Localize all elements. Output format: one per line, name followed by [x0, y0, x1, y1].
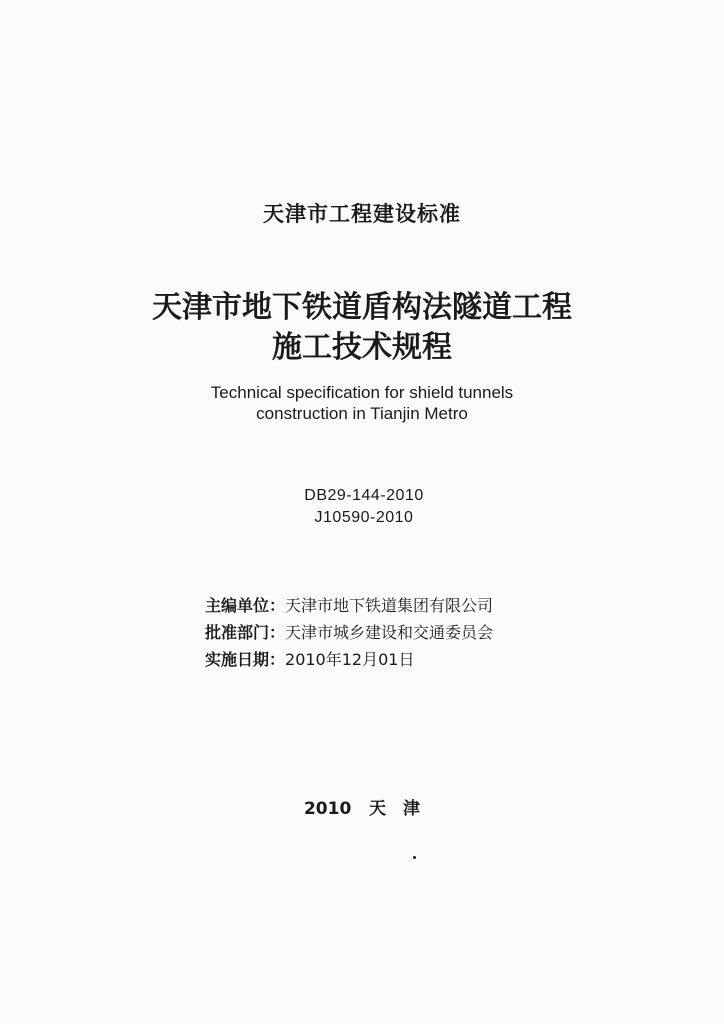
standard-code-db: DB29-144-2010	[304, 487, 424, 504]
imprint	[0, 794, 724, 819]
title-zh-line1: 天津市地下铁道盾构法隧道工程	[152, 290, 572, 325]
editor-value: 天津市地下铁道集团有限公司	[285, 596, 494, 615]
editor-row	[205, 593, 493, 616]
imprint-city: 天 津	[369, 799, 421, 819]
title-en-line1: Technical specification for shield tunnels	[210, 383, 514, 402]
imprint-year: 2010	[303, 799, 352, 819]
title-en-line2: construction in Tianjin Metro	[256, 404, 468, 423]
standard-series: 天津市工程建设标准	[263, 202, 461, 226]
editor-label: 主编单位：	[205, 596, 286, 615]
effective-date-row	[205, 647, 414, 670]
effective-date-value: 2010年12月01日	[285, 650, 415, 669]
approver-label: 批准部门：	[205, 623, 286, 642]
effective-date-label: 实施日期：	[205, 650, 286, 669]
standard-code-j: J10590-2010	[314, 509, 414, 526]
scan-speck	[413, 856, 416, 859]
approver-row	[205, 620, 493, 643]
approver-value: 天津市城乡建设和交通委员会	[285, 623, 494, 642]
title-zh-line2: 施工技术规程	[272, 330, 452, 365]
